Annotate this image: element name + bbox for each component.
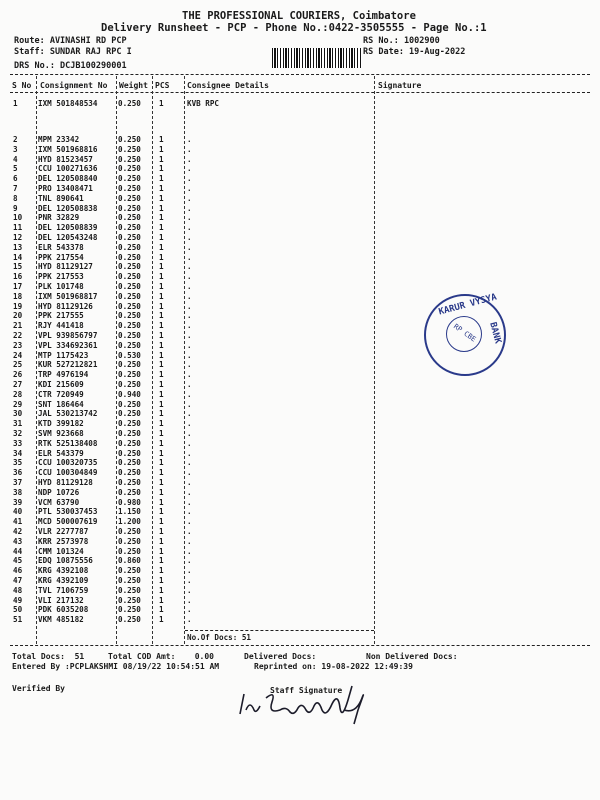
row-consignment: PNR 32829 [38,213,80,223]
row-pcs: 1 [159,566,164,576]
row-consignment: HYD 81129126 [38,301,93,311]
row-pcs: 1 [159,517,164,527]
row-consignment: VLR 2277787 [38,527,89,536]
row-pcs: 1 [159,301,164,311]
row-pcs: 1 [159,409,164,419]
row-consignment: PPK 217554 [38,252,84,262]
divider [10,74,590,75]
row-weight: 0.250 [118,331,141,340]
row-sno: 30 [13,409,23,419]
row-consignee-placeholder: . [187,389,192,399]
entered-by: Entered By :PCPLAKSHMI 08/19/22 10:54:51 AM [12,662,220,671]
staff-signature-label: Staff Signature [270,686,343,695]
row-weight: 0.860 [118,556,141,566]
row-pcs: 1 [159,595,164,605]
row-consignee-placeholder: . [187,340,192,350]
row-weight: 0.980 [118,497,141,507]
row-consignment: NDP 10726 [38,487,80,497]
row-weight: 0.250 [118,536,141,546]
row-weight: 0.250 [118,448,141,458]
row-sno: 25 [13,360,23,370]
row-weight: 0.250 [118,321,141,331]
row-weight: 0.250 [118,203,141,213]
divider [185,630,374,631]
row-pcs: 1 [159,213,164,223]
row-consignment: IXM 501968817 [38,291,98,301]
row-sno: 3 [13,144,18,154]
row-consignee-placeholder: . [187,399,192,409]
row-consignment: DEL 120508840 [38,174,98,184]
col-header-sno: S No [12,81,32,90]
row-consignee-placeholder: . [187,282,192,291]
row-pcs: 1 [159,203,164,213]
row-consignment: ELR 543379 [38,448,84,458]
rs-date: RS Date: 19-Aug-2022 [363,47,466,57]
row-consignee-placeholder: . [187,409,192,419]
delivered-docs: Delivered Docs: [244,652,317,661]
row-consignee: KVB RPC [187,99,220,108]
row-sno: 32 [13,429,23,438]
row-consignee-placeholder: . [187,184,192,193]
row-weight: 0.250 [118,605,141,615]
row-sno: 41 [13,517,23,527]
row-pcs: 1 [159,262,164,272]
row-sno: 19 [13,301,23,311]
row-sno: 8 [13,193,18,203]
row-weight: 0.250 [118,615,141,625]
row-consignee-placeholder: . [187,135,192,144]
row-sno: 42 [13,527,23,536]
row-sno: 29 [13,399,23,409]
row-consignment: VLI 217132 [38,595,84,605]
row-consignment: RJY 441418 [38,321,84,331]
row-consignee-placeholder: . [187,321,192,331]
row-pcs: 1 [159,272,164,282]
divider [10,645,590,646]
row-pcs: 1 [159,311,164,321]
row-sno: 12 [13,233,23,242]
row-consignment: DEL 120508839 [38,223,98,233]
col-header-pcs: PCS [155,81,170,90]
row-weight: 0.250 [118,99,141,108]
row-sno: 35 [13,458,23,468]
row-consignment: KRG 4392108 [38,566,89,576]
row-consignee-placeholder: . [187,585,192,595]
row-consignment: HYD 81129127 [38,262,93,272]
row-weight: 0.250 [118,399,141,409]
row-consignee-placeholder: . [187,487,192,497]
bank-stamp-icon [424,294,506,376]
row-consignment: PPK 217553 [38,272,84,282]
row-pcs: 1 [159,389,164,399]
total-cod: Total COD Amt: 0.00 [108,652,214,661]
row-sno: 36 [13,468,23,478]
row-sno: 16 [13,272,23,282]
row-consignment: TRP 4976194 [38,370,89,380]
row-pcs: 1 [159,576,164,585]
row-pcs: 1 [159,507,164,517]
column-divider [374,76,375,644]
row-consignee-placeholder: . [187,311,192,321]
row-consignment: KDI 215609 [38,380,84,389]
row-consignee-placeholder: . [187,301,192,311]
row-sno: 14 [13,252,23,262]
row-sno: 38 [13,487,23,497]
row-consignment: CTR 720949 [38,389,84,399]
total-docs: Total Docs: 51 [12,652,85,661]
row-weight: 0.250 [118,291,141,301]
row-weight: 0.250 [118,576,141,585]
row-weight: 0.250 [118,487,141,497]
row-sno: 11 [13,223,23,233]
row-consignee-placeholder: . [187,576,192,585]
row-sno: 17 [13,282,23,291]
drs-number: DRS No.: DCJB100290001 [14,61,127,71]
row-consignment: HYD 81129128 [38,478,93,487]
col-header-weight: Weight [119,81,148,90]
row-pcs: 1 [159,556,164,566]
row-pcs: 1 [159,615,164,625]
row-consignment: DEL 120508838 [38,203,98,213]
row-pcs: 1 [159,399,164,409]
row-consignee-placeholder: . [187,546,192,556]
row-consignee-placeholder: . [187,144,192,154]
row-pcs: 1 [159,154,164,164]
row-consignment: IXM 501968816 [38,144,98,154]
row-consignment: SNT 186464 [38,399,84,409]
row-consignment: PPK 217555 [38,311,84,321]
row-consignee-placeholder: . [187,448,192,458]
row-consignment: MPM 23342 [38,135,80,144]
row-sno: 21 [13,321,23,331]
row-sno: 2 [13,135,18,144]
row-weight: 0.250 [118,458,141,468]
row-consignment: VPL 939856797 [38,331,98,340]
row-consignee-placeholder: . [187,154,192,164]
row-consignment: CMM 101324 [38,546,84,556]
row-consignment: KRR 2573978 [38,536,89,546]
row-pcs: 1 [159,282,164,291]
row-sno: 44 [13,546,23,556]
row-consignment: SVM 923668 [38,429,84,438]
row-pcs: 1 [159,370,164,380]
row-pcs: 1 [159,291,164,301]
row-pcs: 1 [159,497,164,507]
row-pcs: 1 [159,164,164,174]
row-weight: 0.250 [118,282,141,291]
row-consignment: ELR 543378 [38,242,84,252]
rs-number: RS No.: 1002900 [363,36,440,46]
row-consignment: PRO 13408471 [38,184,93,193]
row-pcs: 1 [159,546,164,556]
row-consignment: VKM 485182 [38,615,84,625]
row-pcs: 1 [159,135,164,144]
row-weight: 0.250 [118,380,141,389]
stamp-text: KARUR VYSYA [437,292,498,318]
col-header-consignment: Consignment No [40,81,108,90]
row-sno: 39 [13,497,23,507]
divider [10,92,590,93]
handwritten-signature-icon [236,680,386,730]
row-pcs: 1 [159,419,164,429]
column-divider [184,76,185,644]
row-weight: 0.940 [118,389,141,399]
row-weight: 1.200 [118,517,141,527]
row-sno: 10 [13,213,23,223]
row-consignment: EDQ 10875556 [38,556,93,566]
row-consignment: CCU 100320735 [38,458,98,468]
col-header-signature: Signature [378,81,422,90]
row-consignee-placeholder: . [187,262,192,272]
row-sno: 46 [13,566,23,576]
row-pcs: 1 [159,223,164,233]
row-pcs: 1 [159,527,164,536]
row-consignee-placeholder: . [187,203,192,213]
row-consignee-placeholder: . [187,252,192,262]
row-weight: 0.250 [118,174,141,184]
row-consignment: PLK 101748 [38,282,84,291]
row-consignee-placeholder: . [187,242,192,252]
route-label: Route: AVINASHI RD PCP [14,36,127,46]
row-consignment: DEL 120543248 [38,233,98,242]
row-pcs: 1 [159,350,164,360]
row-consignee-placeholder: . [187,438,192,448]
row-sno: 37 [13,478,23,487]
barcode-icon [272,48,362,68]
row-consignee-placeholder: . [187,193,192,203]
row-weight: 0.250 [118,311,141,321]
row-weight: 0.250 [118,272,141,282]
row-consignee-placeholder: . [187,164,192,174]
row-sno: 9 [13,203,18,213]
row-sno: 23 [13,340,23,350]
row-sno: 33 [13,438,23,448]
row-weight: 0.530 [118,350,141,360]
row-consignee-placeholder: . [187,331,192,340]
row-consignment: CCU 100304849 [38,468,98,478]
row-sno: 22 [13,331,23,340]
row-consignee-placeholder: . [187,272,192,282]
verified-by: Verified By [12,684,65,693]
row-consignee-placeholder: . [187,174,192,184]
runsheet-title: Delivery Runsheet - PCP - Phone No.:0422-3505555 - Page No.:1 [101,22,487,34]
row-sno: 18 [13,291,23,301]
row-sno: 27 [13,380,23,389]
row-consignee-placeholder: . [187,556,192,566]
row-pcs: 1 [159,536,164,546]
row-pcs: 1 [159,331,164,340]
row-pcs: 1 [159,487,164,497]
row-sno: 43 [13,536,23,546]
row-consignee-placeholder: . [187,458,192,468]
row-sno: 20 [13,311,23,321]
row-weight: 0.250 [118,370,141,380]
row-consignee-placeholder: . [187,478,192,487]
row-sno: 6 [13,174,18,184]
stamp-text: BANK [487,321,503,345]
row-pcs: 1 [159,99,164,108]
row-pcs: 1 [159,468,164,478]
row-consignee-placeholder: . [187,566,192,576]
row-pcs: 1 [159,184,164,193]
row-pcs: 1 [159,233,164,242]
row-weight: 0.250 [118,478,141,487]
row-pcs: 1 [159,144,164,154]
row-consignment: KUR 527212821 [38,360,98,370]
row-consignee-placeholder: . [187,380,192,389]
row-sno: 15 [13,262,23,272]
row-weight: 0.250 [118,301,141,311]
row-consignee-placeholder: . [187,527,192,536]
row-sno: 47 [13,576,23,585]
row-consignment: IXM 501848534 [38,99,98,108]
row-weight: 0.250 [118,438,141,448]
row-pcs: 1 [159,429,164,438]
row-weight: 0.250 [118,409,141,419]
row-consignee-placeholder: . [187,360,192,370]
column-divider [152,76,153,644]
reprinted-on: Reprinted on: 19-08-2022 12:49:39 [254,662,413,671]
row-sno: 49 [13,595,23,605]
row-pcs: 1 [159,174,164,184]
row-weight: 0.250 [118,595,141,605]
row-pcs: 1 [159,340,164,350]
row-weight: 0.250 [118,144,141,154]
row-consignment: VPL 334692361 [38,340,98,350]
row-pcs: 1 [159,605,164,615]
row-pcs: 1 [159,193,164,203]
row-consignee-placeholder: . [187,213,192,223]
row-pcs: 1 [159,585,164,595]
row-sno: 28 [13,389,23,399]
row-sno: 24 [13,350,23,360]
row-weight: 0.250 [118,154,141,164]
row-consignee-placeholder: . [187,350,192,360]
row-sno: 31 [13,419,23,429]
row-consignment: PTL 530037453 [38,507,98,517]
row-pcs: 1 [159,438,164,448]
row-consignment: HYD 81523457 [38,154,93,164]
row-weight: 0.250 [118,233,141,242]
row-weight: 0.250 [118,135,141,144]
row-consignee-placeholder: . [187,429,192,438]
row-pcs: 1 [159,321,164,331]
row-consignee-placeholder: . [187,233,192,242]
non-delivered-docs: Non Delivered Docs: [366,652,458,661]
row-weight: 0.250 [118,566,141,576]
row-consignee-placeholder: . [187,595,192,605]
row-sno: 40 [13,507,23,517]
row-consignment: RTK 525138408 [38,438,98,448]
row-weight: 0.250 [118,419,141,429]
row-weight: 0.250 [118,193,141,203]
row-consignment: TNL 890641 [38,193,84,203]
row-weight: 0.250 [118,213,141,223]
row-consignee-placeholder: . [187,468,192,478]
no-of-docs: No.Of Docs: 51 [187,633,252,642]
staff-label: Staff: SUNDAR RAJ RPC I [14,47,132,57]
row-consignment: VCM 63790 [38,497,80,507]
row-consignment: CCU 100271636 [38,164,98,174]
row-sno: 7 [13,184,18,193]
row-consignment: MCD 500007619 [38,517,98,527]
row-consignee-placeholder: . [187,536,192,546]
row-sno: 50 [13,605,23,615]
row-consignment: TVL 7106759 [38,585,89,595]
row-pcs: 1 [159,478,164,487]
row-sno: 48 [13,585,23,595]
row-weight: 0.250 [118,585,141,595]
row-consignee-placeholder: . [187,223,192,233]
row-consignee-placeholder: . [187,370,192,380]
row-sno: 26 [13,370,23,380]
row-consignee-placeholder: . [187,605,192,615]
row-consignment: JAL 530213742 [38,409,98,419]
row-weight: 0.250 [118,340,141,350]
row-sno: 51 [13,615,23,625]
row-sno: 45 [13,556,23,566]
row-pcs: 1 [159,252,164,262]
row-consignment: KTD 399182 [38,419,84,429]
row-consignee-placeholder: . [187,615,192,625]
row-weight: 0.250 [118,262,141,272]
column-divider [36,76,37,644]
row-weight: 0.250 [118,223,141,233]
row-pcs: 1 [159,458,164,468]
row-consignee-placeholder: . [187,507,192,517]
row-consignment: PDK 6035208 [38,605,89,615]
row-weight: 0.250 [118,527,141,536]
row-consignee-placeholder: . [187,517,192,527]
row-weight: 1.150 [118,507,141,517]
row-consignment: KRG 4392109 [38,576,89,585]
row-pcs: 1 [159,380,164,389]
row-sno: 13 [13,242,23,252]
row-sno: 4 [13,154,18,164]
col-header-consignee: Consignee Details [187,81,269,90]
row-weight: 0.250 [118,184,141,193]
column-divider [116,76,117,644]
row-pcs: 1 [159,448,164,458]
row-sno: 34 [13,448,23,458]
row-weight: 0.250 [118,164,141,174]
row-weight: 0.250 [118,242,141,252]
row-weight: 0.250 [118,468,141,478]
row-pcs: 1 [159,242,164,252]
row-sno: 1 [13,99,18,108]
row-consignee-placeholder: . [187,497,192,507]
row-weight: 0.250 [118,252,141,262]
company-title: THE PROFESSIONAL COURIERS, Coimbatore [182,10,416,22]
row-sno: 5 [13,164,18,174]
row-weight: 0.250 [118,546,141,556]
row-consignee-placeholder: . [187,419,192,429]
row-consignee-placeholder: . [187,291,192,301]
row-consignment: MTP 1175423 [38,350,89,360]
stamp-text: RP CBE [451,322,478,344]
row-weight: 0.250 [118,429,141,438]
row-weight: 0.250 [118,360,141,370]
row-pcs: 1 [159,360,164,370]
